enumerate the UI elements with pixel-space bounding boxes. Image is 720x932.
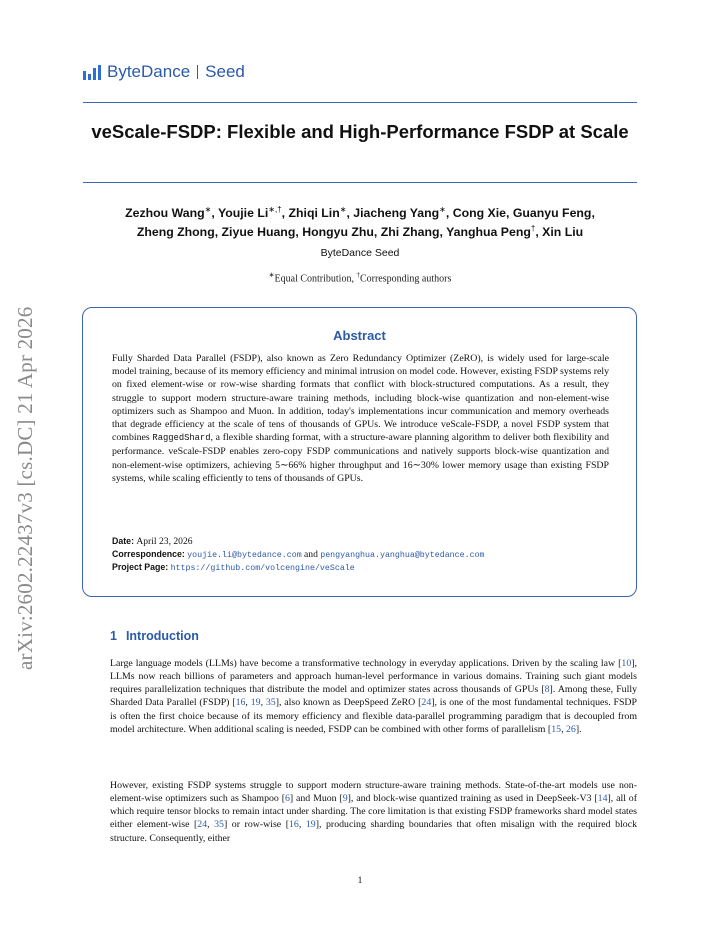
citation-link[interactable]: 16: [235, 697, 246, 709]
bytedance-seed-logo: [83, 61, 245, 83]
date-line: Date: April 23, 2026: [112, 536, 193, 547]
citation-link[interactable]: 9: [342, 793, 348, 805]
citation-link[interactable]: 19: [250, 697, 261, 709]
author-name: Hongyu Zhu: [302, 225, 374, 240]
author-name: Youjie Li: [217, 206, 269, 221]
author-mark: ∗: [339, 205, 347, 214]
project-page-line: Project Page: https://github.com/volcengine/veScale: [112, 562, 355, 573]
citation-link[interactable]: 10: [621, 658, 632, 669]
author-name: Zhiqi Lin: [288, 206, 340, 221]
citation-link[interactable]: 26: [565, 723, 576, 735]
citation-link[interactable]: 6: [284, 793, 290, 805]
email-link-1[interactable]: youjie.li@bytedance.com: [187, 551, 302, 560]
logo-brand: ByteDance: [107, 62, 191, 81]
author-name: Zhi Zhang: [380, 225, 440, 240]
abstract-text: Fully Sharded Data Parallel (FSDP), also known as Zero Redundancy Optimizer (ZeRO), is widely used for large-scale model training, because of its memory efficiency and minimal intrusion on model code. However, existing FSDP systems rely on fixed element-wise or row-wise sharding formats that conflict with block-structured computations. As a result, they struggle to support modern structure-aware training methods, including block-wise quantization and non-element-wise optimizers such as Shampoo and Muon. In addition, today's implementations incur communication and memory overheads that degrade efficiency at the scale of tens of thousands of GPUs. We introduce veScale-FSDP, a novel FSDP system that combines RaggedShard, a flexible sharding format, with a structure-aware planning algorithm to deliver both flexibility and performance. veScale-FSDP enables zero-copy FSDP communications and natively supports block-wise quantization and non-element-wise optimizers, achieving 5∼66% higher throughput and 16∼30% lower memory usage than existing FSDP systems, while scaling efficiently to tens of thousands of GPUs.: [112, 353, 609, 484]
citation-link[interactable]: 24: [197, 819, 208, 831]
abstract-box: [82, 307, 637, 597]
email-link-2[interactable]: pengyanghua.yanghua@bytedance.com: [320, 551, 485, 560]
citation-link[interactable]: 19: [305, 819, 316, 831]
citation-link[interactable]: 15: [551, 723, 562, 735]
page-number: 1: [357, 876, 363, 886]
citation-link[interactable]: 35: [214, 819, 224, 831]
author-name: Jiacheng Yang: [353, 206, 440, 221]
paper-title: veScale-FSDP: Flexible and High-Performance FSDP at Scale: [91, 121, 629, 142]
correspondence-line: Correspondence: youjie.li@bytedance.com and pengyanghua.yanghua@bytedance.com: [112, 549, 485, 560]
author-mark: ∗,†: [268, 205, 282, 214]
logo-bars-icon: [83, 65, 101, 80]
citation-link[interactable]: 14: [597, 793, 608, 805]
section-heading-introduction: 1 Introduction: [110, 629, 199, 643]
arxiv-identifier: arXiv:2602.22437v3 [cs.DC] 21 Apr 2026: [13, 306, 37, 670]
project-page-link[interactable]: https://github.com/volcengine/veScale: [170, 564, 355, 573]
intro-paragraph-1: Large language models (LLMs) have become a transformative technology in everyday applications. Driven by the scaling law [10], LLMs now reach billions of parameters and approach human-level performance in various domains. Training such giant models requires parallelization techniques that distribute the model and optimizer states across thousands of GPUs [8]. Among these, Fully Sharded Data Parallel (FSDP) [16, 19, 35], also known as DeepSpeed ZeRO [24], is one of the most fundamental techniques. FSDP is often the first choice because of its memory efficiency and flexible data-parallel programming paradigm that is decoupled from model architecture. When additional scaling is needed, FSDP can be combined with other forms of parallelism [15, 26].: [110, 658, 638, 735]
affiliation: ByteDance Seed: [320, 247, 400, 259]
title-rule: [83, 182, 637, 183]
author-list: Zezhou Wang∗, Youjie Li∗,†, Zhiqi Lin∗, Jiacheng Yang∗, Cong Xie, Guanyu Feng, Zheng Zhong, Ziyue Huang, Hongyu Zhu, Zhi Zhang, Yanghua Peng†, Xin Liu: [125, 205, 595, 240]
citation-link[interactable]: 35: [265, 697, 276, 709]
author-name: Zezhou Wang: [125, 206, 205, 221]
author-name: Ziyue Huang: [221, 225, 296, 240]
logo-sub: Seed: [205, 62, 245, 81]
author-mark: ∗: [439, 205, 446, 214]
header-rule: [83, 102, 637, 103]
author-name: Cong Xie: [452, 206, 507, 221]
citation-link[interactable]: 16: [289, 819, 299, 831]
author-name: Guanyu Feng: [512, 206, 592, 221]
intro-paragraph-2: However, existing FSDP systems struggle to support modern structure-aware training methods. State-of-the-art models use non-element-wise optimizers such as Shampoo [6] and Muon [9], and block-wise quantized training as used in DeepSeek-V3 [14], all of which require tensor blocks to remain intact under sharding. The core limitation is that existing FSDP frameworks shard model states either element-wise [24, 35] or row-wise [16, 19], producing sharding boundaries that often misalign with the required block structure. Consequently, either: [110, 780, 638, 844]
author-mark: †: [530, 224, 536, 234]
author-name: Yanghua Peng: [446, 225, 531, 240]
author-name: Xin Liu: [542, 225, 584, 240]
author-name: Zheng Zhong: [136, 225, 215, 240]
citation-link[interactable]: 8: [544, 684, 550, 696]
citation-link[interactable]: 24: [421, 697, 432, 709]
author-mark: ∗: [204, 205, 212, 214]
contribution-note: ∗Equal Contribution, †Corresponding authors: [268, 271, 452, 285]
logo-divider: [197, 65, 198, 79]
abstract-heading: Abstract: [333, 328, 386, 343]
code-ragged-shard: RaggedShard: [152, 433, 211, 444]
